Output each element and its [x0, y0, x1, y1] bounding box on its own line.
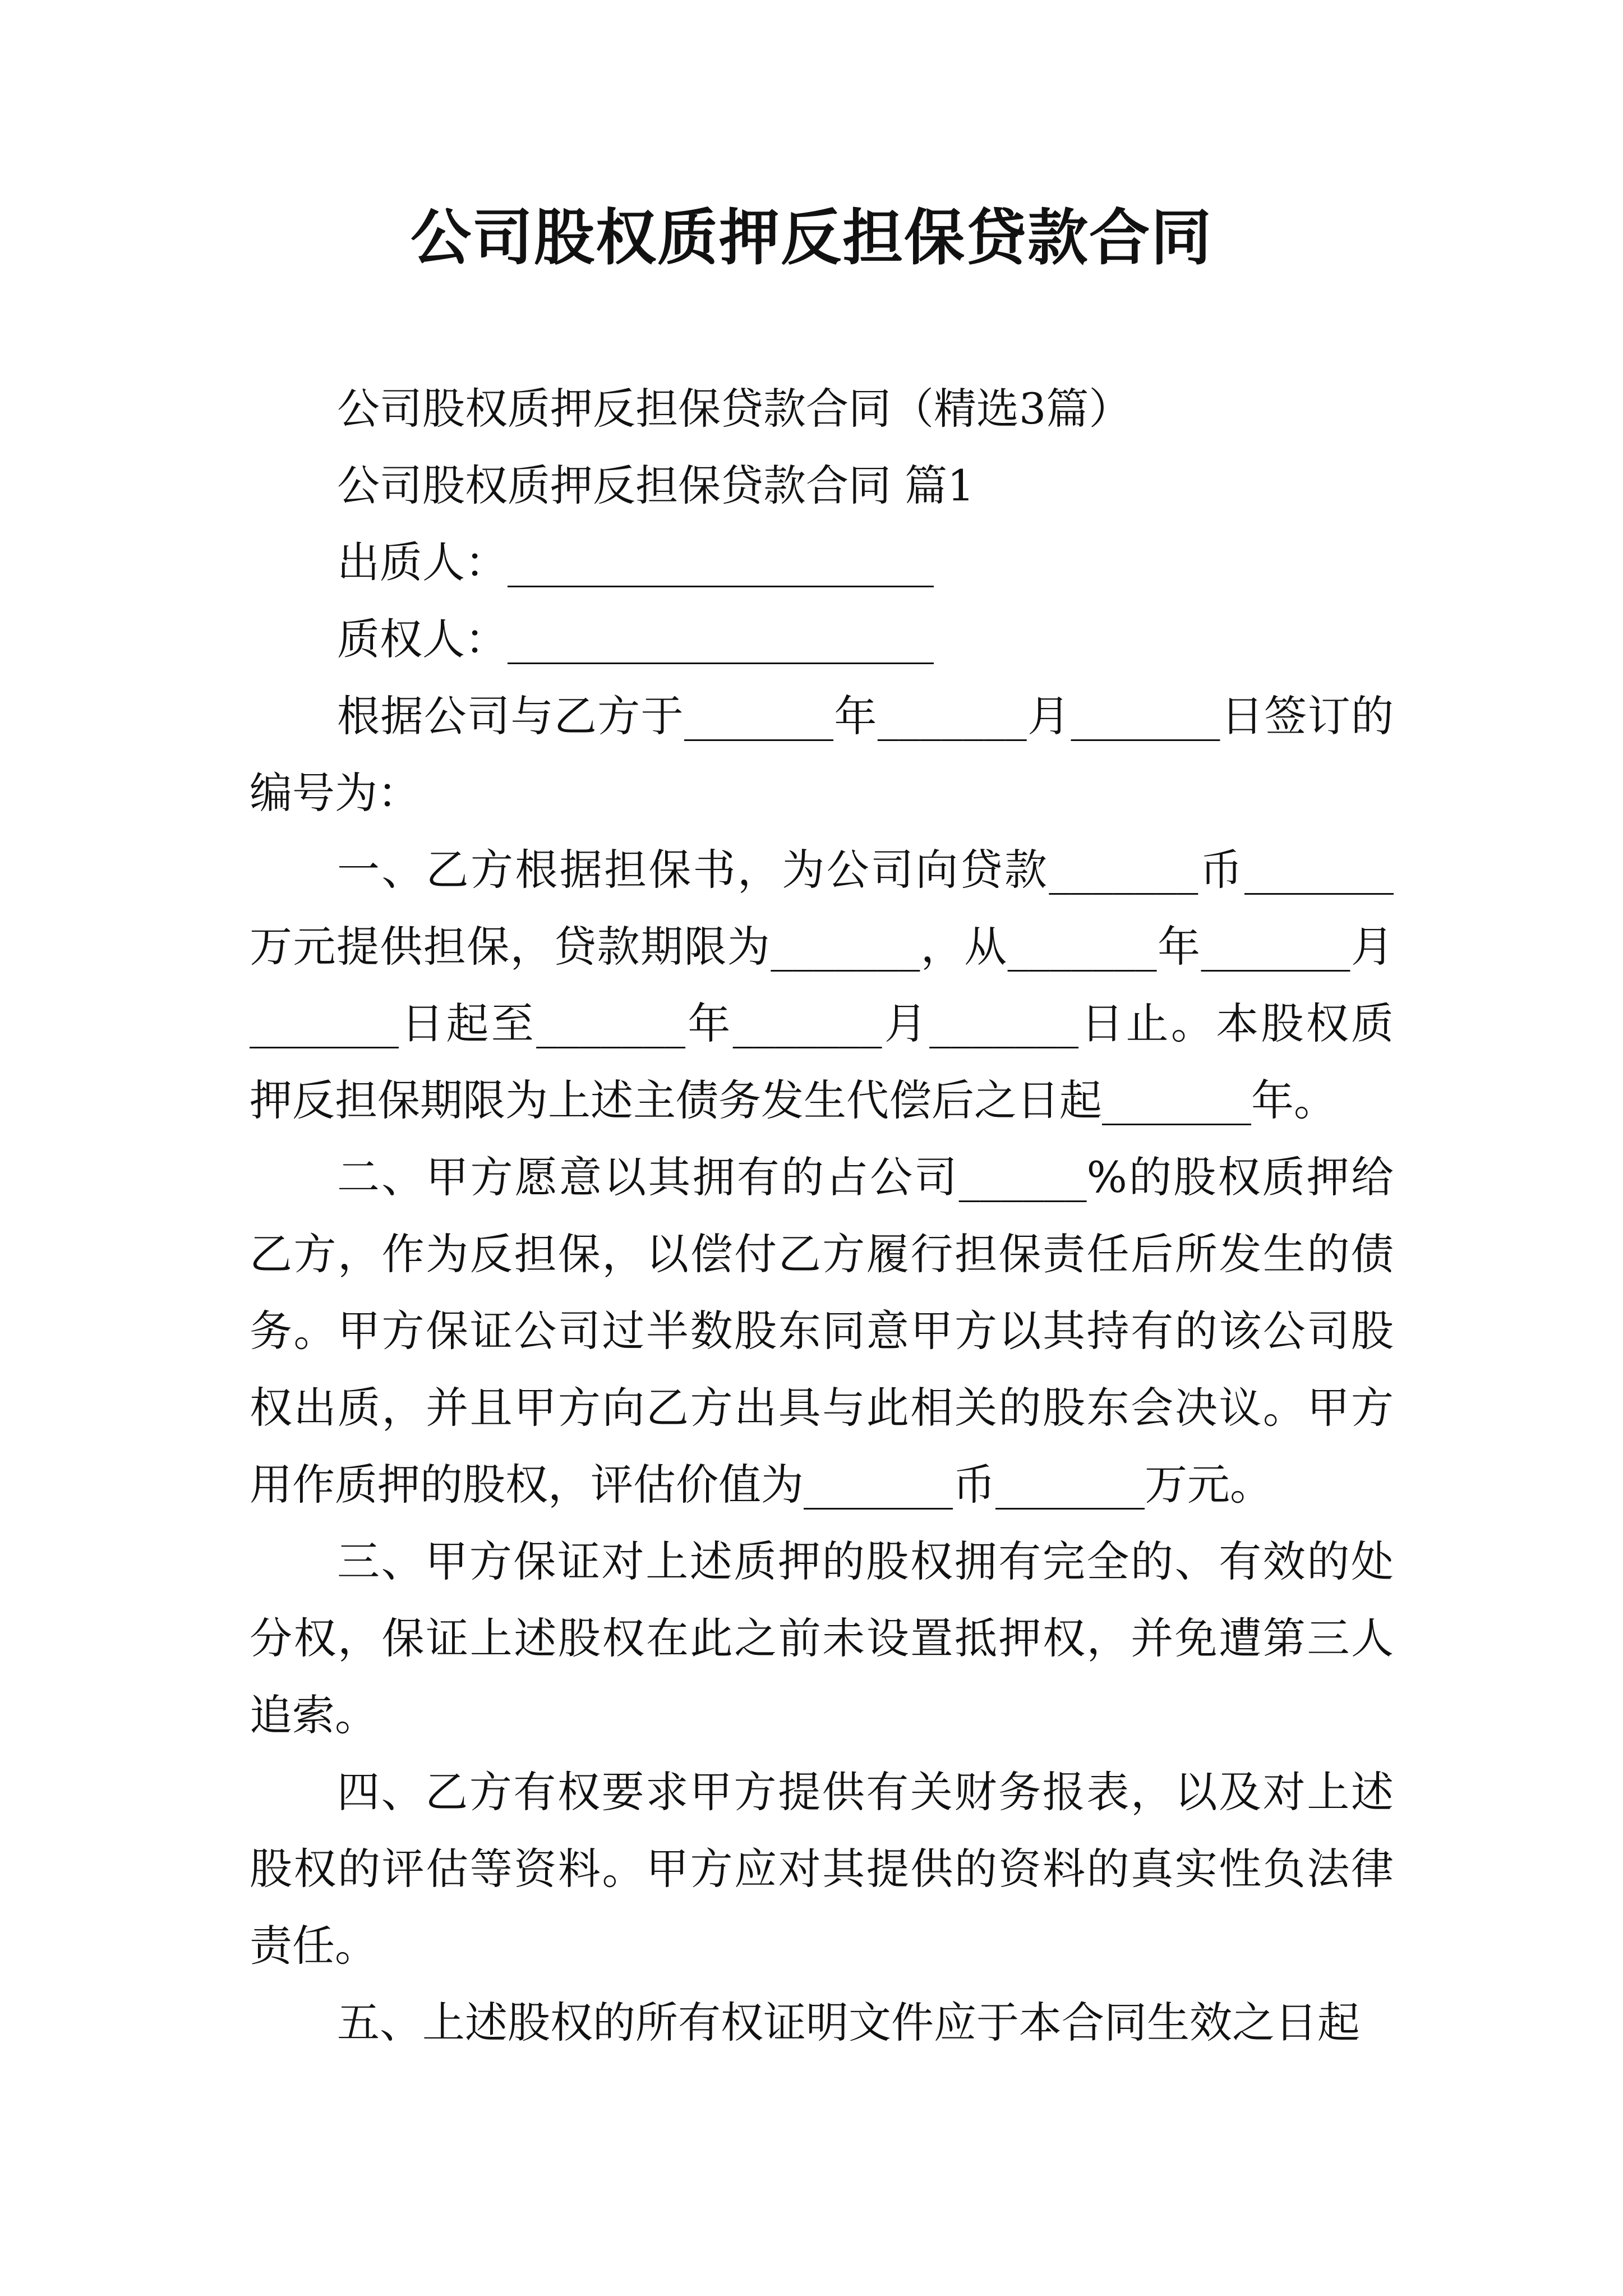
intro-paragraph: 根据公司与乙方于_______年_______月_______日签订的编号为：: [250, 691, 1394, 818]
clause-1: 一、乙方根据担保书，为公司向贷款_______币_______万元提供担保，贷款期限为_______，从_______年_______月_______日起至_______年_______月_______日止。本股权质押反担保期限为上述主债务发生代偿后之日起_______年。: [250, 845, 1394, 1125]
clause-3: 三、甲方保证对上述质押的股权拥有完全的、有效的处分权，保证上述股权在此之前未设置抵押权，并免遭第三人追索。: [250, 1536, 1394, 1740]
pledgee-line: 质权人：____________________: [337, 614, 934, 664]
clause-4: 四、乙方有权要求甲方提供有关财务报表，以及对上述股权的评估等资料。甲方应对其提供的资料的真实性负法律责任。: [250, 1767, 1394, 1971]
document-body: [250, 370, 1394, 2061]
subtitle-paragraph: 公司股权质押反担保贷款合同（精选3篇）: [337, 384, 1132, 434]
clause-2: 二、甲方愿意以其拥有的占公司______%的股权质押给乙方，作为反担保，以偿付乙方履行担保责任后所发生的债务。甲方保证公司过半数股东同意甲方以其持有的该公司股权出质，并且甲方向乙方出具与此相关的股东会决议。甲方用作质押的股权，评估价值为_______币_______万元。: [250, 1152, 1394, 1510]
clause-5: 五、上述股权的所有权证明文件应于本合同生效之日起: [337, 1998, 1360, 2047]
section-heading: 公司股权质押反担保贷款合同 篇1: [337, 461, 975, 510]
pledgor-line: 出质人：____________________: [337, 537, 934, 587]
document-title: 公司股权质押反担保贷款合同: [410, 203, 1212, 273]
